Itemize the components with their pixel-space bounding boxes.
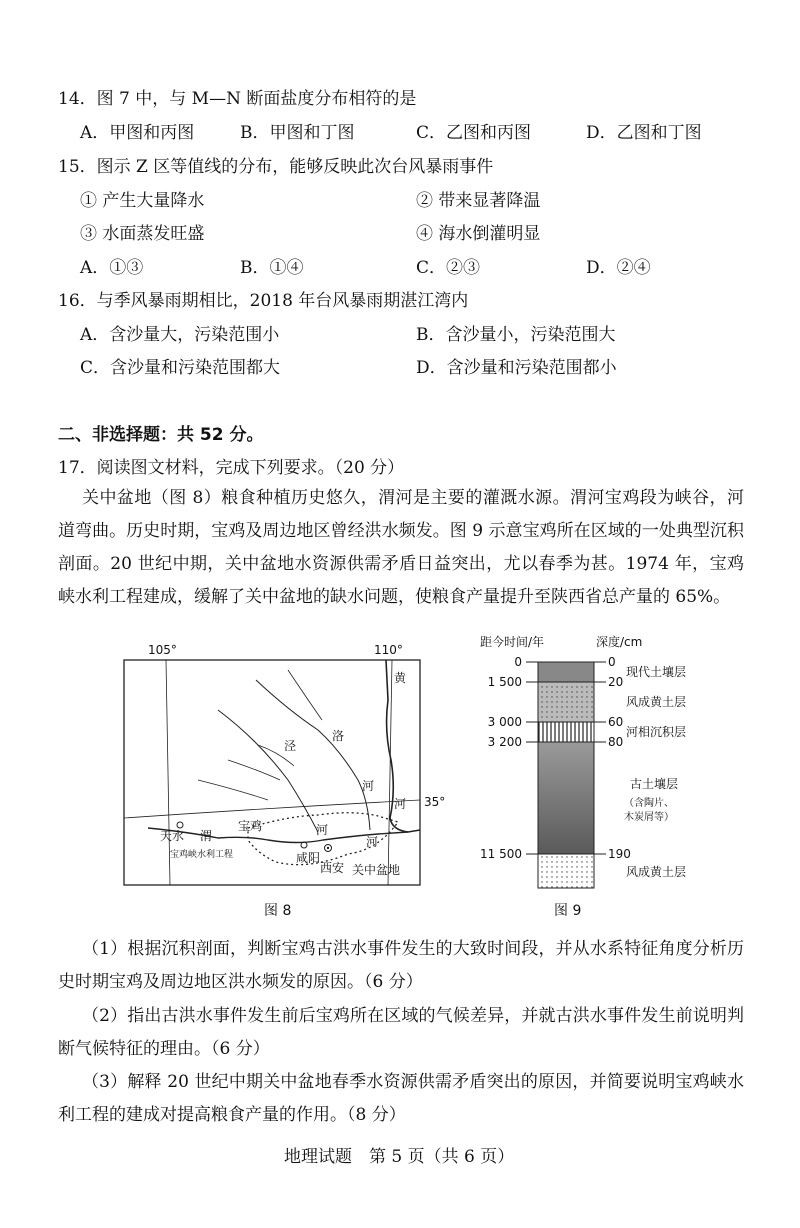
tianshui-marker — [177, 822, 183, 828]
depth-0: 0 — [608, 655, 616, 669]
layer-label-paleosol: 古土壤层 — [630, 777, 679, 791]
layer-label-modern-soil: 现代土壤层 — [626, 665, 687, 679]
q15-option-d: D．②④ — [586, 258, 651, 278]
q17-sub2: （2）指出古洪水事件发生前后宝鸡所在区域的气候差异，并就古洪水事件发生前说明判断气候特征的理由。（6 分） — [58, 1006, 744, 1059]
lat-35-label: 35° — [424, 795, 446, 809]
figure-8-caption: 图 8 — [264, 903, 292, 919]
label-jing: 泾 — [284, 739, 297, 753]
q14-option-b: B．甲图和丁图 — [240, 123, 355, 143]
page-footer: 地理试题 第 5 页（共 6 页） — [284, 1147, 515, 1167]
label-dam: 宝鸡峡水利工程 — [170, 850, 234, 860]
q14-stem: 14．图 7 中，与 M—N 断面盐度分布相符的是 — [58, 89, 417, 109]
q15-item-3: ③ 水面蒸发旺盛 — [80, 224, 205, 244]
age-3200: 3 200 — [487, 735, 522, 749]
label-xianyang: 咸阳 — [296, 851, 321, 865]
q16-option-b: B．含沙量小，污染范围大 — [416, 325, 616, 345]
q14-option-c: C．乙图和丙图 — [416, 123, 532, 143]
age-11500: 11 500 — [480, 847, 522, 861]
age-1500: 1 500 — [487, 675, 522, 689]
q15-item-2: ② 带来显著降温 — [416, 191, 541, 211]
q17-sub3: （3）解释 20 世纪中期关中盆地春季水资源供需矛盾突出的原因，并简要说明宝鸡峡水利工程的建成对提高粮食产量的作用。（8 分） — [58, 1072, 744, 1125]
layer-fluvial — [538, 722, 594, 742]
q16-option-d: D．含沙量和污染范围都小 — [416, 358, 617, 378]
q15-stem: 15．图示 Z 区等值线的分布，能够反映此次台风暴雨事件 — [58, 157, 494, 177]
lon-110-label: 110° — [374, 643, 403, 657]
label-he-4: 河 — [366, 835, 379, 849]
layer-label-fluvial: 河相沉积层 — [626, 725, 687, 739]
q16-option-a: A．含沙量大，污染范围小 — [80, 325, 280, 345]
q16-option-c: C．含沙量和污染范围都大 — [80, 358, 281, 378]
label-luo: 洛 — [332, 729, 345, 743]
depth-60: 60 — [608, 715, 624, 729]
q15-option-b: B．①④ — [240, 258, 304, 278]
q15-item-1: ① 产生大量降水 — [80, 191, 205, 211]
label-basin: 关中盆地 — [352, 863, 401, 877]
fig9-left-header: 距今时间/年 — [480, 635, 545, 649]
age-0: 0 — [514, 655, 522, 669]
q17-stem: 17．阅读图文材料，完成下列要求。（20 分） — [58, 458, 405, 478]
figure-8-map — [108, 640, 446, 890]
label-huang: 黄 — [394, 671, 407, 685]
q17-passage: 关中盆地（图 8）粮食种植历史悠久，渭河是主要的灌溉水源。渭河宝鸡段为峡谷，河道弯曲。历史时期，宝鸡及周边地区曾经洪水频发。图 9 示意宝鸡所在区域的一处典型沉积剖面。20 世纪中期，关中盆地水资源供需矛盾日益突出，尤以春季为甚。1974 年，宝鸡峡水利工程建成，缓解了关中盆地的缺水问题，使粮食产量提升至陕西省总产量的 65%。 — [58, 488, 744, 607]
layer-label-loess-lower: 风成黄土层 — [626, 865, 687, 879]
q15-option-a: A．①③ — [80, 258, 144, 278]
figure-9-caption: 图 9 — [554, 903, 582, 919]
lon-105-label: 105° — [148, 643, 177, 657]
figure-9-profile — [470, 630, 710, 892]
q14-option-d: D．乙图和丁图 — [586, 123, 702, 143]
q15-option-c: C．②③ — [416, 258, 481, 278]
layer-label-paleosol-note-2: 木炭屑等） — [624, 812, 674, 823]
label-he-1: 河 — [394, 797, 407, 811]
layer-label-paleosol-note-1: （含陶片、 — [624, 798, 674, 809]
layer-modern-soil — [538, 662, 594, 682]
age-3000: 3 000 — [487, 715, 522, 729]
layer-paleosol — [538, 742, 594, 854]
layer-label-loess-upper: 风成黄土层 — [626, 695, 687, 709]
q14-option-a: A．甲图和丙图 — [80, 123, 195, 143]
q17-sub1: （1）根据沉积剖面，判断宝鸡古洪水事件发生的大致时间段，并从水系特征角度分析历史时期宝鸡及周边地区洪水频发的原因。（6 分） — [58, 939, 744, 992]
q15-item-4: ④ 海水倒灌明显 — [416, 224, 541, 244]
depth-20: 20 — [608, 675, 624, 689]
label-he-2: 河 — [362, 779, 375, 793]
label-he-3: 河 — [316, 823, 329, 837]
label-wei: 渭 — [200, 829, 213, 843]
label-tianshui: 天水 — [160, 829, 185, 843]
depth-190: 190 — [608, 847, 631, 861]
section-title: 二、非选择题：共 52 分。 — [58, 425, 264, 445]
depth-80: 80 — [608, 735, 624, 749]
label-baoji: 宝鸡 — [238, 819, 263, 833]
label-xian: 西安 — [320, 861, 345, 875]
fig9-right-header: 深度/cm — [596, 635, 643, 649]
q16-stem: 16．与季风暴雨期相比，2018 年台风暴雨期湛江湾内 — [58, 291, 469, 311]
